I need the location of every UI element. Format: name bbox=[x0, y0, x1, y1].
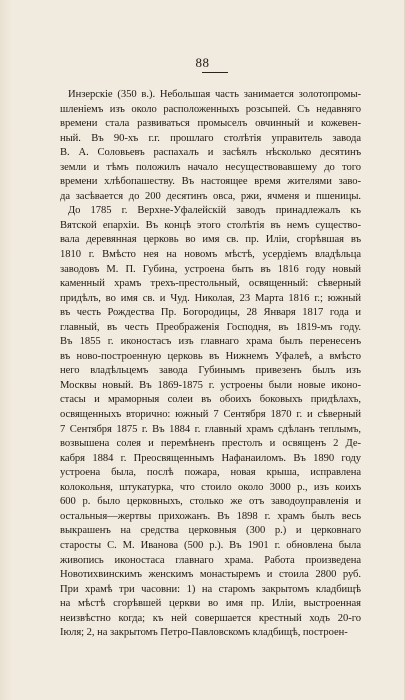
text-line: кабря 1884 г. Преосвященнымъ Нафанаиломъ. Въ 1890 году bbox=[60, 452, 361, 464]
text-line: заводовъ М. П. Губина, устроена быть въ 1816 году новый bbox=[60, 263, 361, 275]
text-line: Вятской епархіи. Въ концѣ этого столѣтія въ немъ существо- bbox=[60, 219, 361, 231]
text-line: ный. Въ 90-хъ г.г. прошлаго столѣтія управитель завода bbox=[60, 132, 361, 144]
text-line: на мѣстѣ сгорѣвшей церкви во имя пр. Иліи, выстроенная bbox=[60, 598, 361, 610]
text-line: колокольня, штукатурка, что стоило около 3000 р., изъ коихъ bbox=[60, 481, 361, 493]
text-line: стасы и мраморныя солеи въ обоихъ боковыхъ придѣлахъ, bbox=[60, 394, 361, 406]
text-line: земли и тѣмъ положилъ начало несуществовавшему до того bbox=[60, 161, 361, 173]
text-line: 1810 г. Вмѣсто нея на новомъ мѣстѣ, усердіемъ владѣльца bbox=[60, 249, 361, 261]
text-line: устроена была, послѣ пожара, новая крыша, исправлена bbox=[60, 467, 361, 479]
body-text bbox=[60, 88, 361, 641]
text-line: Новотихвинскимъ женскимъ монастыремъ и стоила 2800 руб. bbox=[60, 569, 361, 581]
text-line: выкрашенъ на средства церковныя (300 р.) и церковнаго bbox=[60, 525, 361, 537]
text-line: въ ново-построенную церковь въ Нижнемъ Уфалеѣ, а вмѣсто bbox=[60, 350, 361, 362]
text-line: старосты С. М. Иванова (500 р.). Въ 1901 г. обновлена была bbox=[60, 539, 361, 551]
text-line: да засѣвается до 200 десятинъ овса, ржи, ячменя и пшеницы. bbox=[60, 190, 361, 202]
text-line: шленіемъ изъ около расположенныхъ розсыпей. Съ недавняго bbox=[60, 103, 361, 115]
text-line: живопись иконостаса главнаго храма. Работа произведена bbox=[60, 554, 361, 566]
text-line: 600 р. было церковныхъ, столько же отъ заводоуправленія и bbox=[60, 496, 361, 508]
text-line: каменный храмъ трехъ-престольный, освященный: сѣверный bbox=[60, 278, 361, 290]
text-line: въ честь Рождества Пр. Богородицы, 28 Января 1817 года и bbox=[60, 307, 361, 319]
text-line: Въ 1855 г. иконостасъ изъ главнаго храма былъ перенесенъ bbox=[60, 336, 361, 348]
text-line: освященныхъ вторично: южный 7 Сентября 1870 г. и сѣверный bbox=[60, 409, 361, 421]
text-line: Москвы новый. Въ 1869-1875 г. устроены были новые иконо- bbox=[60, 379, 361, 391]
page-number: 88 bbox=[195, 55, 210, 70]
text-line: До 1785 г. Верхне-Уфалейскій заводъ принадлежалъ къ bbox=[68, 205, 361, 217]
text-line: вала деревянная церковь во имя св. пр. Иліи, сгорѣвшая въ bbox=[60, 234, 361, 246]
text-line: главный, въ честь Преображенія Господня, въ 1819-мъ году. bbox=[60, 321, 361, 333]
text-line: При храмѣ три часовни: 1) на старомъ закрытомъ кладбищѣ bbox=[60, 583, 361, 595]
text-line: остальныя—жертвы прихожанъ. Въ 1898 г. храмъ былъ весь bbox=[60, 510, 361, 522]
scan-edge-shadow bbox=[0, 0, 12, 700]
text-line: времени стала развиваться промыселъ овчинный и кожевен- bbox=[60, 118, 361, 130]
text-line: неизвѣстно когда; къ ней совершается крестный ходъ 20-го bbox=[60, 612, 361, 624]
page-number-rule bbox=[202, 72, 228, 73]
text-line: придѣлъ, во имя св. и Чуд. Николая, 23 Марта 1816 г.; южный bbox=[60, 292, 361, 304]
text-line: 7 Сентября 1875 г. Въ 1884 г. главный храмъ сдѣланъ теплымъ, bbox=[60, 423, 361, 435]
text-line: него владѣльцемъ завода Губинымъ привезенъ былъ изъ bbox=[60, 365, 361, 377]
text-line: возвышена солея и перемѣненъ престолъ и освященъ 2 Де- bbox=[60, 438, 361, 450]
text-line: Инзерскіе (350 в.). Небольшая часть занимается золотопромы- bbox=[68, 89, 361, 100]
text-line: Іюля; 2, на закрытомъ Петро-Павловскомъ кладбищѣ, построен- bbox=[60, 627, 348, 639]
text-line: В. А. Соловьевъ распахалъ и засѣялъ нѣсколько десятинъ bbox=[60, 147, 361, 159]
text-line: времени хлѣбопашеству. Въ настоящее время жителями заво- bbox=[60, 176, 361, 188]
